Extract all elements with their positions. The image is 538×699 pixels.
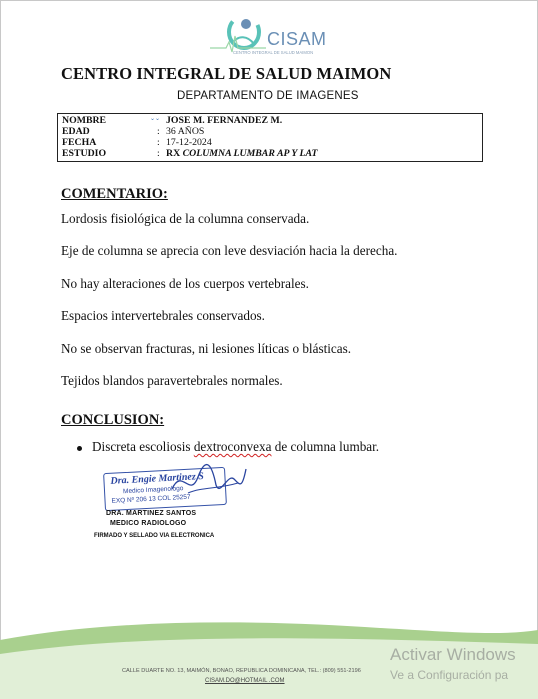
comment-line: Lordosis fisiológica de la columna conservada. — [61, 211, 310, 226]
comment-line: Espacios intervertebrales conservados. — [61, 308, 265, 323]
conclusion-text — [92, 439, 379, 455]
cisam-logo — [208, 14, 333, 62]
windows-activation-title: Activar Windows — [390, 645, 516, 664]
patient-study-value — [166, 148, 317, 159]
handwritten-signature-icon — [168, 459, 248, 504]
footer-email: CISAM.DO@HOTMAIL .COM — [205, 678, 285, 684]
footer-address: CALLE DUARTE NO. 13, MAIMÓN, BONAO, REPUBLICA DOMINICANA, TEL.: (809) 551-2196 — [122, 668, 361, 674]
doctor-name: DRA. MARTINEZ SANTOS — [106, 510, 197, 517]
department-label: DEPARTAMENTO DE IMAGENES — [177, 90, 359, 102]
patient-name-key: NOMBRE — [62, 115, 107, 126]
patient-age-key: EDAD — [62, 126, 90, 137]
stamp-specialty: Medico Imagenologo — [122, 485, 184, 496]
study-prefix: RX — [166, 148, 181, 159]
windows-activation-hint: Ve a Configuración pa — [390, 668, 509, 682]
conclusion-text-start: Discreta escoliosis — [92, 439, 194, 454]
patient-study-sep: : — [157, 148, 160, 159]
comment-line: Eje de columna se aprecia con leve desviación hacia la derecha. — [61, 243, 398, 258]
stamp-name: Dra. Engie Martinez S — [110, 470, 205, 487]
doctor-title: MEDICO RADIOLOGO — [110, 520, 187, 527]
document-title: CENTRO INTEGRAL DE SALUD MAIMON — [61, 64, 392, 83]
patient-study-key: ESTUDIO — [62, 148, 107, 159]
logo-tagline: CENTRO INTEGRAL DE SALUD MAIMON — [233, 50, 314, 55]
comment-line: Tejidos blandos paravertebrales normales. — [61, 373, 283, 388]
comment-line: No se observan fracturas, ni lesiones líticas o blásticas. — [61, 341, 352, 356]
logo-wordmark: CISAM — [267, 29, 327, 49]
comment-heading: COMENTARIO: — [61, 186, 168, 202]
stamp-registration: EXQ Nº 206 13 COL 25257 — [111, 493, 191, 505]
spellcheck-flagged-word: dextroconvexa — [193, 439, 272, 454]
bullet-icon — [77, 446, 82, 451]
comment-line: No hay alteraciones de los cuerpos vertebrales. — [61, 276, 309, 291]
patient-date-key: FECHA — [62, 137, 97, 148]
conclusion-text-end: de columna lumbar. — [271, 439, 380, 454]
patient-age-value: 36 AÑOS — [166, 126, 205, 137]
patient-name-value: JOSE M. FERNANDEZ M. — [166, 115, 283, 126]
patient-date-sep: : — [157, 137, 160, 148]
patient-age-sep: : — [157, 126, 160, 137]
patient-date-value: 17-12-2024 — [166, 137, 212, 148]
edit-marker-icon: ⌄⌄ — [150, 116, 161, 122]
conclusion-heading: CONCLUSION: — [61, 412, 165, 428]
patient-info-box — [57, 113, 483, 162]
study-name: COLUMNA LUMBAR AP Y LAT — [182, 148, 318, 159]
signature-note: FIRMADO Y SELLADO VIA ELECTRONICA — [94, 533, 215, 539]
